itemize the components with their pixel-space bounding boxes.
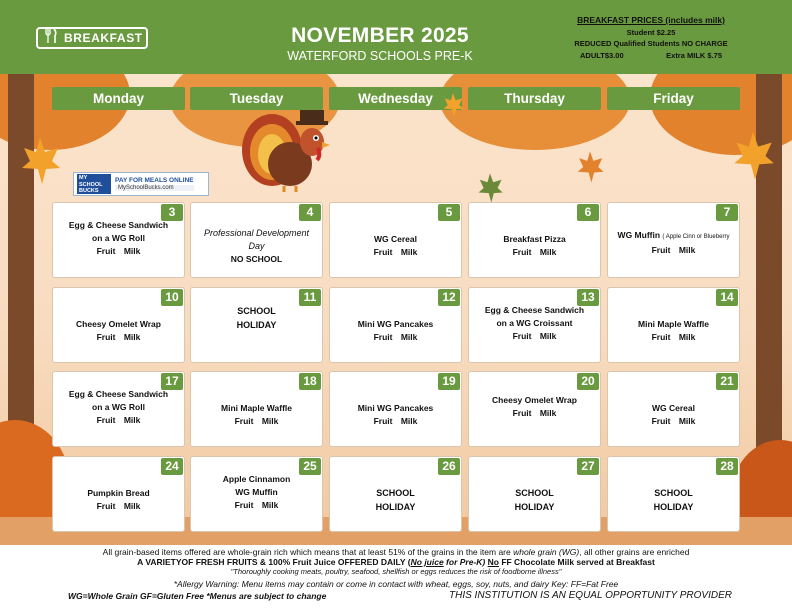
holiday-label: SCHOOL (376, 488, 415, 498)
day-header-monday: Monday (52, 87, 185, 110)
turkey-illustration (234, 102, 334, 194)
menu-item: WG Muffin (617, 230, 661, 240)
footer-food-safety: "Thoroughly cooking meats, poultry, seafood, shellfish or eggs reduces the risk of foodborne illness" (230, 567, 562, 576)
date-number: 13 (577, 289, 599, 306)
menu-item: WG Cereal (374, 234, 417, 244)
footer-grain-note: All grain-based items offered are whole-grain rich which means that at least 51% of the grains in the item are whole grain (WG), all other grains are enriched (102, 547, 690, 557)
footer-legend (0, 591, 792, 601)
sides: Fruit Milk (512, 408, 557, 418)
day-cell (52, 371, 185, 447)
date-number: 28 (716, 458, 738, 475)
holiday-label: HOLIDAY (653, 502, 694, 512)
maple-leaf-icon (575, 150, 605, 184)
day-cell (52, 202, 185, 278)
sides: Fruit Milk (96, 332, 141, 342)
menu-item: Mini Maple Waffle (221, 403, 292, 413)
footer-key: WG=Whole Grain GF=Gluten Free *Menus are subject to change (68, 591, 327, 601)
date-number: 11 (299, 289, 321, 306)
header-bar (0, 0, 792, 74)
date-number: 19 (438, 373, 460, 390)
footer-fruit-note: A VARIETYOF FRESH FRUITS & 100% Fruit Juice OFFERED DAILY (No juice for Pre-K) No FF Chocolate Milk served at Breakfast (137, 557, 655, 567)
maple-leaf-icon (440, 92, 466, 118)
holiday-label: HOLIDAY (514, 502, 555, 512)
menu-item: on a WG Croissant (496, 318, 573, 328)
menu-item-note: ( Apple Cinn or Blueberry (662, 234, 730, 240)
day-cell (190, 287, 323, 363)
footer-notes (0, 545, 792, 612)
menu-item: Day (248, 240, 265, 251)
pay-online-text: PAY FOR MEALS ONLINE (115, 177, 194, 184)
menu-item: Egg & Cheese Sandwich (68, 220, 169, 230)
menu-item: NO SCHOOL (230, 253, 283, 264)
maple-leaf-icon (730, 130, 776, 182)
date-number: 7 (716, 204, 738, 221)
menu-item: Egg & Cheese Sandwich (68, 389, 169, 399)
day-cell (190, 456, 323, 532)
sides: Fruit Milk (512, 331, 557, 341)
price-reduced: REDUCED Qualified Students NO CHARGE (574, 39, 728, 48)
holiday-label: SCHOOL (654, 488, 693, 498)
date-number: 4 (299, 204, 321, 221)
menu-item: Pumpkin Bread (87, 488, 150, 498)
day-cell (468, 287, 601, 363)
menu-item: on a WG Roll (92, 402, 145, 412)
price-adult: ADULT$3.00 (580, 50, 624, 60)
breakfast-prices (570, 15, 732, 61)
day-header-thursday: Thursday (468, 87, 601, 110)
date-number: 6 (577, 204, 599, 221)
menu-item: Mini WG Pancakes (357, 403, 434, 413)
day-cell (329, 371, 462, 447)
page-title: NOVEMBER 2025 (291, 24, 469, 47)
menu-item: Egg & Cheese Sandwich (484, 305, 585, 315)
day-cell (52, 287, 185, 363)
footer-equal-opportunity: THIS INSTITUTION IS AN EQUAL OPPORTUNITY PROVIDER (448, 590, 732, 601)
day-cell (468, 202, 601, 278)
date-number: 18 (299, 373, 321, 390)
sides: Fruit Milk (651, 332, 696, 342)
myschoolbucks-link[interactable] (73, 172, 209, 196)
fork-knife-icon (44, 28, 58, 49)
day-cell (607, 371, 740, 447)
sides: Fruit Milk (96, 501, 141, 511)
page-subtitle: WATERFORD SCHOOLS PRE-K (287, 49, 473, 63)
sides: Fruit Milk (373, 416, 418, 426)
date-number: 20 (577, 373, 599, 390)
maple-leaf-icon (18, 136, 62, 186)
day-header-wednesday: Wednesday (329, 87, 462, 110)
day-cell (329, 287, 462, 363)
date-number: 5 (438, 204, 460, 221)
breakfast-badge-label: BREAKFAST (64, 31, 143, 45)
day-header-friday: Friday (607, 87, 740, 110)
sides: Fruit Milk (373, 332, 418, 342)
menu-item: on a WG Roll (92, 233, 145, 243)
date-number: 27 (577, 458, 599, 475)
breakfast-badge (36, 27, 148, 49)
sides: Fruit Milk (373, 247, 418, 257)
pay-online-url: MySchoolBucks.com (115, 185, 194, 191)
sides: Fruit Milk (651, 245, 696, 255)
date-number: 24 (161, 458, 183, 475)
menu-item: Mini Maple Waffle (638, 319, 709, 329)
day-cell (468, 456, 601, 532)
myschoolbucks-logo: MY SCHOOL BUCKS (77, 174, 111, 194)
sides: Fruit Milk (96, 246, 141, 256)
menu-item: Apple Cinnamon (222, 474, 291, 484)
day-cell (607, 202, 740, 278)
menu-item: WG Cereal (652, 403, 695, 413)
price-student: Student $2.25 (626, 27, 676, 37)
date-number: 25 (299, 458, 321, 475)
date-number: 3 (161, 204, 183, 221)
menu-item: Professional Development (203, 227, 310, 238)
date-number: 10 (161, 289, 183, 306)
prices-heading: BREAKFAST PRICES (includes milk) (577, 15, 725, 25)
holiday-label: SCHOOL (515, 488, 554, 498)
menu-item: WG Muffin (235, 487, 278, 497)
sides: Fruit Milk (651, 416, 696, 426)
date-number: 21 (716, 373, 738, 390)
menu-item: Mini WG Pancakes (357, 319, 434, 329)
day-cell (190, 202, 323, 278)
date-number: 17 (161, 373, 183, 390)
sides: Fruit Milk (96, 415, 141, 425)
day-cell (329, 456, 462, 532)
price-extra-milk: Extra MILK $.75 (666, 50, 722, 60)
day-cell (607, 287, 740, 363)
holiday-label: SCHOOL (237, 306, 276, 316)
day-cell (190, 371, 323, 447)
date-number: 26 (438, 458, 460, 475)
day-cell (607, 456, 740, 532)
date-number: 12 (438, 289, 460, 306)
holiday-label: HOLIDAY (236, 320, 277, 330)
day-cell (52, 456, 185, 532)
maple-leaf-icon (476, 172, 504, 204)
sides: Fruit Milk (512, 247, 557, 257)
menu-item: Cheesy Omelet Wrap (492, 395, 577, 405)
day-header-tuesday: Tuesday (190, 87, 323, 110)
holiday-label: HOLIDAY (375, 502, 416, 512)
day-cell (329, 202, 462, 278)
menu-item: Cheesy Omelet Wrap (76, 319, 161, 329)
menu-item: Breakfast Pizza (503, 234, 566, 244)
footer-allergy-warning: *Allergy Warning: Menu items may contain or come in contact with wheat, eggs, soy, nuts, and dairy Key: FF=Fat Free (173, 579, 619, 589)
sides: Fruit Milk (234, 416, 279, 426)
day-cell (468, 371, 601, 447)
date-number: 14 (716, 289, 738, 306)
sides: Fruit Milk (234, 500, 279, 510)
